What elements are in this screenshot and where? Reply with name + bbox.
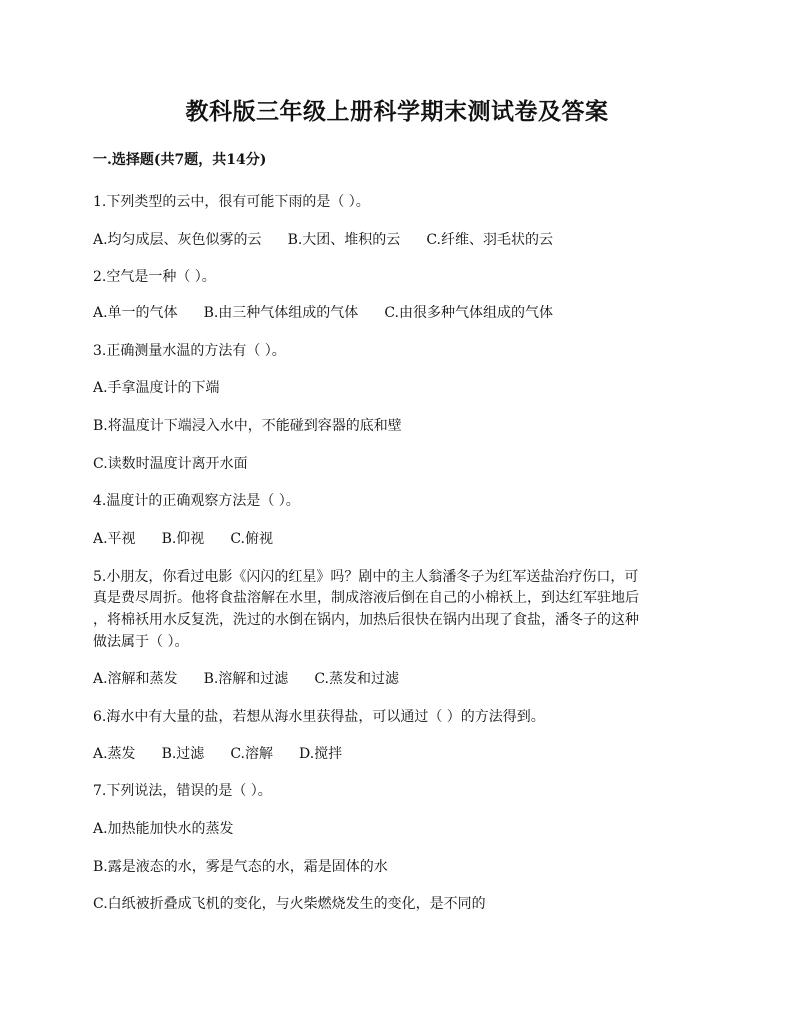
question-5-stem-line-2: 真是费尽周折。他将食盐溶解在水里，制成溶液后倒在自己的小棉袄上，到达红军驻地后 (93, 590, 639, 606)
question-5-stem-line-4: 做法属于（ ）。 (93, 634, 189, 650)
option-5a[interactable]: A.溶解和蒸发 (93, 671, 178, 687)
option-7a[interactable]: A.加热能加快水的蒸发 (93, 821, 234, 837)
question-1-options (93, 229, 553, 249)
option-2b[interactable]: B.由三种气体组成的气体 (203, 305, 359, 321)
question-5-stem-line-1: 5.小朋友，你看过电影《闪闪的红星》吗？剧中的主人翁潘冬子为红军送盐治疗伤口，可 (93, 569, 639, 585)
question-5-stem-line-3: ，将棉袄用水反复洗，洗过的水倒在锅内，加热后很快在锅内出现了食盐，潘冬子的这种 (93, 612, 639, 628)
question-4-stem: 4.温度计的正确观察方法是（ ）。 (93, 493, 300, 509)
option-4b[interactable]: B.仰视 (161, 531, 205, 547)
option-4a[interactable]: A.平视 (93, 531, 136, 547)
option-5c[interactable]: C.蒸发和过滤 (314, 671, 399, 687)
option-3c[interactable]: C.读数时温度计离开水面 (93, 456, 248, 472)
question-1-stem: 1.下列类型的云中，很有可能下雨的是（ ）。 (93, 194, 370, 210)
question-2-stem: 2.空气是一种（ ）。 (93, 269, 216, 285)
option-6c[interactable]: C.溶解 (230, 746, 273, 762)
option-7b[interactable]: B.露是液态的水，雾是气态的水，霜是固体的水 (93, 859, 388, 875)
option-1b[interactable]: B.大团、堆积的云 (287, 232, 401, 248)
question-6-stem: 6.海水中有大量的盐，若想从海水里获得盐，可以通过（ ）的方法得到。 (93, 709, 545, 725)
option-6d[interactable]: D.搅拌 (298, 746, 343, 762)
option-4c[interactable]: C.俯视 (230, 531, 273, 547)
question-3-stem: 3.正确测量水温的方法有（ ）。 (93, 343, 286, 359)
question-2-options (93, 302, 553, 322)
question-7-stem: 7.下列说法，错误的是（ ）。 (93, 783, 272, 799)
option-7c[interactable]: C.白纸被折叠成飞机的变化，与火柴燃烧发生的变化，是不同的 (93, 896, 486, 912)
option-1c[interactable]: C.纤维、羽毛状的云 (426, 232, 553, 248)
section-heading: 一.选择题(共7题，共14分) (93, 152, 267, 168)
option-3a[interactable]: A.手拿温度计的下端 (93, 380, 220, 396)
document-title: 教科版三年级上册科学期末测试卷及答案 (185, 98, 609, 125)
option-1a[interactable]: A.均匀成层、灰色似雾的云 (93, 232, 262, 248)
option-6a[interactable]: A.蒸发 (93, 746, 136, 762)
option-2c[interactable]: C.由很多种气体组成的气体 (384, 305, 553, 321)
question-4-options (93, 528, 273, 548)
question-5-options (93, 668, 399, 688)
option-2a[interactable]: A.单一的气体 (93, 305, 178, 321)
option-5b[interactable]: B.溶解和过滤 (203, 671, 289, 687)
option-6b[interactable]: B.过滤 (161, 746, 205, 762)
question-6-options (93, 743, 342, 763)
option-3b[interactable]: B.将温度计下端浸入水中，不能碰到容器的底和壁 (93, 418, 402, 434)
